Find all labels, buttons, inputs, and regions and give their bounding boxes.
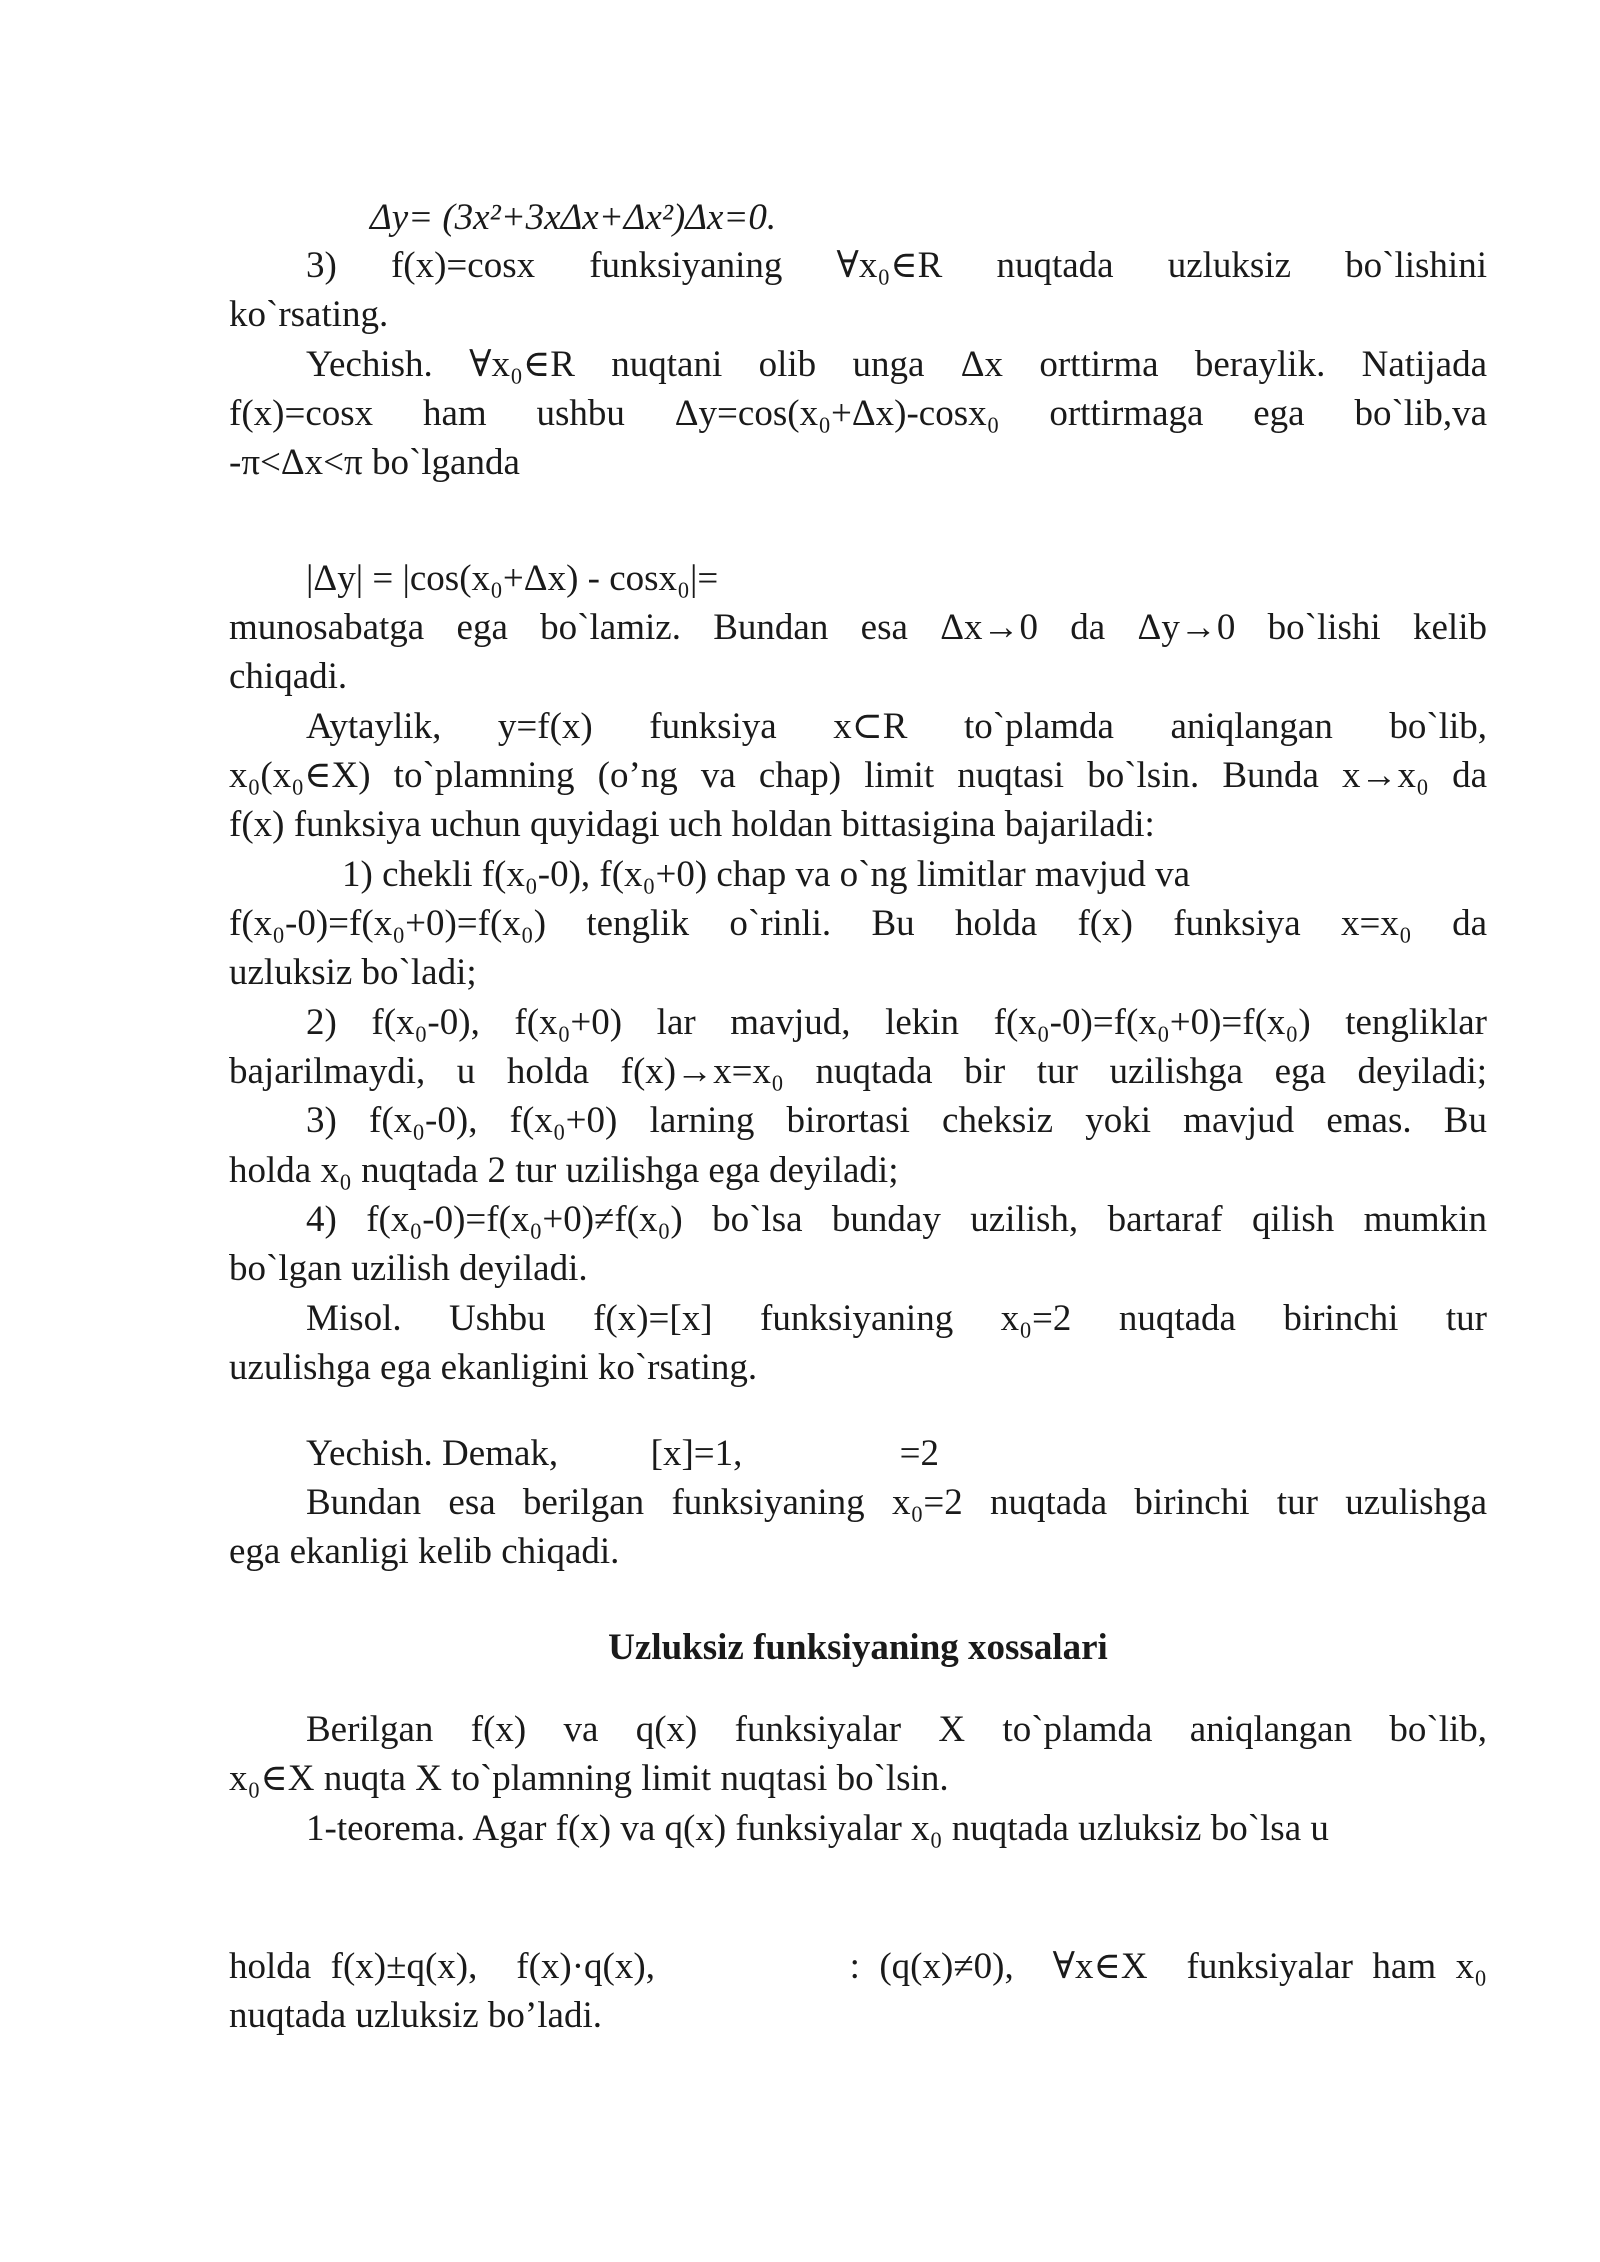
text-line: nuqtada uzluksiz bo’ladi. bbox=[229, 1995, 602, 2036]
text-line: Δy= (3x²+3xΔx+Δx²)Δx=0. bbox=[370, 197, 777, 238]
text-line: x₀(x₀∈X) to`plamning (o’ng va chap) limit nuqtasi bo`lsin. Bunda x→x₀ da bbox=[229, 755, 1487, 796]
text-line: bajarilmaydi, u holda f(x)→x=x₀ nuqtada bir tur uzilishga ega deyiladi; bbox=[229, 1051, 1487, 1092]
text-line: 3) f(x)=cosx funksiyaning ∀x₀∈R nuqtada uzluksiz bo`lishini bbox=[306, 245, 1487, 286]
text-line: 2) f(x₀-0), f(x₀+0) lar mavjud, lekin f(x₀-0)=f(x₀+0)=f(x₀) tengliklar bbox=[306, 1002, 1487, 1043]
text-line: munosabatga ega bo`lamiz. Bundan esa Δx→0 da Δy→0 bo`lishi kelib bbox=[229, 607, 1487, 648]
text-line: ko`rsating. bbox=[229, 294, 389, 335]
text-line: holda f(x)±q(x), f(x)·q(x), : (q(x)≠0), ∀x∈X funksiyalar ham x₀ bbox=[229, 1946, 1487, 1987]
text-line: Yechish. Demak, [x]=1, =2 bbox=[306, 1433, 940, 1474]
text-line: Berilgan f(x) va q(x) funksiyalar X to`plamda aniqlangan bo`lib, bbox=[306, 1709, 1487, 1750]
text-line: -π<Δx<π bo`lganda bbox=[229, 442, 520, 483]
text-line: chiqadi. bbox=[229, 656, 348, 697]
text-line: Yechish. ∀x₀∈R nuqtani olib unga Δx orttirma beraylik. Natijada bbox=[306, 344, 1487, 385]
text-line: f(x)=cosx ham ushbu Δy=cos(x₀+Δx)-cosx₀ orttirmaga ega bo`lib,va bbox=[229, 393, 1487, 434]
text-line: bo`lgan uzilish deyiladi. bbox=[229, 1248, 588, 1289]
text-line: ega ekanligi kelib chiqadi. bbox=[229, 1531, 620, 1572]
text-line: |Δy| = |cos(x₀+Δx) - cosx₀|= bbox=[306, 558, 719, 599]
text-line: 1-teorema. Agar f(x) va q(x) funksiyalar x₀ nuqtada uzluksiz bo`lsa u bbox=[306, 1808, 1329, 1849]
text-line: uzluksiz bo`ladi; bbox=[229, 952, 477, 993]
text-line: 4) f(x₀-0)=f(x₀+0)≠f(x₀) bo`lsa bunday uzilish, bartaraf qilish mumkin bbox=[306, 1199, 1487, 1240]
text-line: holda x₀ nuqtada 2 tur uzilishga ega deyiladi; bbox=[229, 1150, 899, 1191]
text-line: f(x) funksiya uchun quyidagi uch holdan bittasigina bajariladi: bbox=[229, 804, 1155, 845]
text-line: Misol. Ushbu f(x)=[x] funksiyaning x₀=2 nuqtada birinchi tur bbox=[306, 1298, 1487, 1339]
text-line: Aytaylik, y=f(x) funksiya x⊂R to`plamda aniqlangan bo`lib, bbox=[306, 706, 1487, 747]
section-heading: Uzluksiz funksiyaning xossalari bbox=[608, 1627, 1108, 1668]
text-line: 3) f(x₀-0), f(x₀+0) larning birortasi cheksiz yoki mavjud emas. Bu bbox=[306, 1100, 1487, 1141]
text-line: f(x₀-0)=f(x₀+0)=f(x₀) tenglik o`rinli. Bu holda f(x) funksiya x=x₀ da bbox=[229, 903, 1487, 944]
text-line: uzulishga ega ekanligini ko`rsating. bbox=[229, 1347, 758, 1388]
text-line: x₀∈X nuqta X to`plamning limit nuqtasi bo`lsin. bbox=[229, 1758, 949, 1799]
text-line: 1) chekli f(x₀-0), f(x₀+0) chap va o`ng limitlar mavjud va bbox=[342, 854, 1191, 895]
text-line: Bundan esa berilgan funksiyaning x₀=2 nuqtada birinchi tur uzulishga bbox=[306, 1482, 1487, 1523]
